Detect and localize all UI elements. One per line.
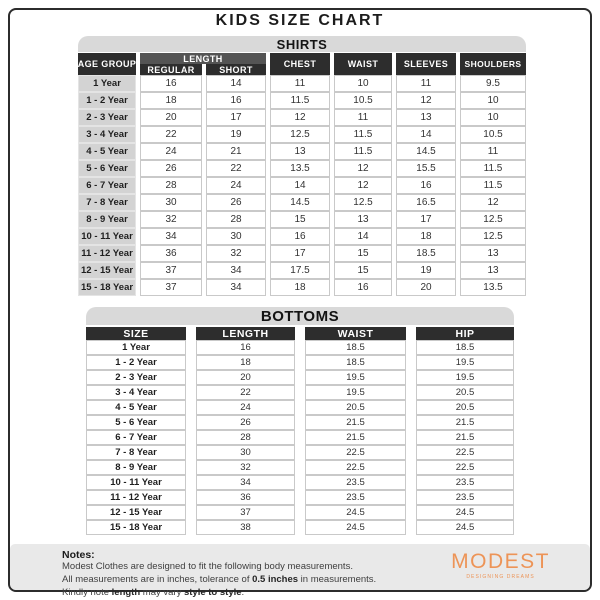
bottoms-hip-cell: 20.5 (416, 400, 514, 415)
bottoms-table (86, 327, 514, 535)
bottoms-waist-cell: 21.5 (305, 430, 406, 445)
shirts-age-group-cell: 6 - 7 Year (78, 177, 136, 194)
shirts-shoulders-cell: 12.5 (460, 228, 526, 245)
bottoms-size-cell: 7 - 8 Year (86, 445, 186, 460)
shirts-length-regular-cell: 28 (140, 177, 202, 194)
bottoms-waist-cell: 23.5 (305, 475, 406, 490)
bottoms-size-cell: 3 - 4 Year (86, 385, 186, 400)
bottoms-hip-cell: 22.5 (416, 460, 514, 475)
bottoms-length-cell: 16 (196, 340, 295, 355)
bottoms-length-cell: 37 (196, 505, 295, 520)
bottoms-size-cell: 12 - 15 Year (86, 505, 186, 520)
bottoms-waist-cell: 22.5 (305, 460, 406, 475)
shirts-shoulders-cell: 10.5 (460, 126, 526, 143)
shirts-header-age-group: AGE GROUP (78, 53, 136, 75)
notes-line-2-bold: 0.5 inches (252, 573, 299, 585)
shirts-sleeves-cell: 14 (396, 126, 456, 143)
shirts-waist-cell: 10.5 (334, 92, 392, 109)
shirts-length-short-cell: 28 (206, 211, 266, 228)
bottoms-waist-cell: 24.5 (305, 520, 406, 535)
shirts-length-short-cell: 17 (206, 109, 266, 126)
shirts-shoulders-cell: 9.5 (460, 75, 526, 92)
shirts-header-regular: REGULAR (140, 64, 202, 75)
bottoms-waist-cell: 24.5 (305, 505, 406, 520)
shirts-sleeves-cell: 18.5 (396, 245, 456, 262)
shirts-shoulders-cell: 12.5 (460, 211, 526, 228)
shirts-sleeves-cell: 13 (396, 109, 456, 126)
notes-line-3-period: . (241, 586, 245, 598)
shirts-header-chest: CHEST (270, 53, 330, 75)
shirts-waist-cell: 11.5 (334, 143, 392, 160)
bottoms-hip-cell: 21.5 (416, 415, 514, 430)
bottoms-length-cell: 30 (196, 445, 295, 460)
shirts-length-short-cell: 26 (206, 194, 266, 211)
shirts-age-group-cell: 7 - 8 Year (78, 194, 136, 211)
bottoms-hip-cell: 19.5 (416, 355, 514, 370)
notes-line-3-bold-style: style to style (183, 586, 242, 598)
bottoms-section-header: BOTTOMS (86, 307, 514, 325)
shirts-sleeves-cell: 15.5 (396, 160, 456, 177)
shirts-sleeves-cell: 17 (396, 211, 456, 228)
shirts-chest-cell: 17.5 (270, 262, 330, 279)
shirts-header-length: LENGTH (140, 53, 266, 64)
bottoms-waist-cell: 18.5 (305, 340, 406, 355)
bottoms-length-cell: 18 (196, 355, 295, 370)
shirts-chest-cell: 14 (270, 177, 330, 194)
bottoms-size-cell: 1 Year (86, 340, 186, 355)
shirts-age-group-cell: 4 - 5 Year (78, 143, 136, 160)
bottoms-length-cell: 24 (196, 400, 295, 415)
shirts-age-group-cell: 8 - 9 Year (78, 211, 136, 228)
notes-line-3-text: Kindly note (62, 586, 112, 598)
shirts-waist-cell: 11.5 (334, 126, 392, 143)
bottoms-length-cell: 34 (196, 475, 295, 490)
shirts-length-short-cell: 22 (206, 160, 266, 177)
shirts-length-regular-cell: 34 (140, 228, 202, 245)
bottoms-size-cell: 8 - 9 Year (86, 460, 186, 475)
notes-line-3-mid: may vary (140, 586, 184, 598)
bottoms-hip-cell: 23.5 (416, 475, 514, 490)
bottoms-header-hip: HIP (416, 327, 514, 340)
shirts-chest-cell: 12 (270, 109, 330, 126)
shirts-shoulders-cell: 11.5 (460, 177, 526, 194)
shirts-age-group-cell: 3 - 4 Year (78, 126, 136, 143)
shirts-length-regular-cell: 37 (140, 279, 202, 296)
shirts-waist-cell: 14 (334, 228, 392, 245)
shirts-length-regular-cell: 16 (140, 75, 202, 92)
shirts-waist-cell: 10 (334, 75, 392, 92)
bottoms-size-cell: 1 - 2 Year (86, 355, 186, 370)
shirts-section (78, 36, 526, 296)
shirts-sleeves-cell: 16 (396, 177, 456, 194)
bottoms-waist-cell: 19.5 (305, 385, 406, 400)
shirts-length-regular-cell: 26 (140, 160, 202, 177)
bottoms-waist-cell: 20.5 (305, 400, 406, 415)
shirts-age-group-cell: 12 - 15 Year (78, 262, 136, 279)
shirts-sleeves-cell: 11 (396, 75, 456, 92)
shirts-chest-cell: 17 (270, 245, 330, 262)
shirts-chest-cell: 18 (270, 279, 330, 296)
bottoms-header-waist: WAIST (305, 327, 406, 340)
shirts-sleeves-cell: 19 (396, 262, 456, 279)
bottoms-header-length: LENGTH (196, 327, 295, 340)
shirts-shoulders-cell: 11.5 (460, 160, 526, 177)
bottoms-waist-cell: 22.5 (305, 445, 406, 460)
shirts-sleeves-cell: 14.5 (396, 143, 456, 160)
modest-brand-logo (451, 551, 550, 580)
shirts-length-regular-cell: 18 (140, 92, 202, 109)
shirts-age-group-cell: 2 - 3 Year (78, 109, 136, 126)
shirts-length-regular-cell: 24 (140, 143, 202, 160)
shirts-length-short-cell: 19 (206, 126, 266, 143)
notes-panel (10, 544, 590, 598)
shirts-length-short-cell: 30 (206, 228, 266, 245)
bottoms-size-cell: 4 - 5 Year (86, 400, 186, 415)
bottoms-hip-cell: 21.5 (416, 430, 514, 445)
bottoms-header-size: SIZE (86, 327, 186, 340)
shirts-shoulders-cell: 12 (460, 194, 526, 211)
bottoms-length-cell: 28 (196, 430, 295, 445)
bottoms-size-cell: 2 - 3 Year (86, 370, 186, 385)
shirts-chest-cell: 15 (270, 211, 330, 228)
logo-wordmark: MODEST (451, 550, 550, 573)
shirts-shoulders-cell: 13.5 (460, 279, 526, 296)
shirts-shoulders-cell: 10 (460, 109, 526, 126)
shirts-length-short-cell: 21 (206, 143, 266, 160)
bottoms-size-cell: 6 - 7 Year (86, 430, 186, 445)
bottoms-hip-cell: 18.5 (416, 340, 514, 355)
bottoms-hip-cell: 20.5 (416, 385, 514, 400)
shirts-sleeves-cell: 18 (396, 228, 456, 245)
bottoms-size-cell: 15 - 18 Year (86, 520, 186, 535)
shirts-length-regular-cell: 32 (140, 211, 202, 228)
bottoms-length-cell: 22 (196, 385, 295, 400)
shirts-sleeves-cell: 20 (396, 279, 456, 296)
notes-heading: Notes: (62, 549, 95, 561)
shirts-chest-cell: 14.5 (270, 194, 330, 211)
shirts-waist-cell: 12 (334, 177, 392, 194)
shirts-chest-cell: 16 (270, 228, 330, 245)
shirts-waist-cell: 16 (334, 279, 392, 296)
shirts-header-waist: WAIST (334, 53, 392, 75)
bottoms-hip-cell: 19.5 (416, 370, 514, 385)
notes-line-1-text: Modest Clothes are designed to fit the following body measurements. (62, 561, 353, 572)
shirts-age-group-cell: 5 - 6 Year (78, 160, 136, 177)
shirts-length-short-cell: 14 (206, 75, 266, 92)
notes-line-3 (62, 587, 590, 600)
shirts-length-short-cell: 34 (206, 279, 266, 296)
bottoms-length-cell: 32 (196, 460, 295, 475)
shirts-length-short-cell: 34 (206, 262, 266, 279)
bottoms-size-cell: 5 - 6 Year (86, 415, 186, 430)
shirts-age-group-cell: 1 - 2 Year (78, 92, 136, 109)
shirts-age-group-cell: 11 - 12 Year (78, 245, 136, 262)
shirts-age-group-cell: 15 - 18 Year (78, 279, 136, 296)
bottoms-length-cell: 38 (196, 520, 295, 535)
shirts-length-regular-cell: 22 (140, 126, 202, 143)
shirts-chest-cell: 13 (270, 143, 330, 160)
shirts-waist-cell: 12.5 (334, 194, 392, 211)
shirts-header-sleeves: SLEEVES (396, 53, 456, 75)
shirts-length-regular-cell: 36 (140, 245, 202, 262)
shirts-header-shoulders: SHOULDERS (460, 53, 526, 75)
bottoms-section (86, 307, 514, 535)
notes-line-2-tail: in measurements. (298, 573, 377, 585)
shirts-length-regular-cell: 30 (140, 194, 202, 211)
bottoms-hip-cell: 22.5 (416, 445, 514, 460)
shirts-length-short-cell: 16 (206, 92, 266, 109)
shirts-chest-cell: 12.5 (270, 126, 330, 143)
shirts-chest-cell: 13.5 (270, 160, 330, 177)
shirts-length-regular-cell: 37 (140, 262, 202, 279)
notes-line-3-bold-length: length (111, 586, 141, 598)
shirts-length-regular-cell: 20 (140, 109, 202, 126)
shirts-waist-cell: 13 (334, 211, 392, 228)
shirts-waist-cell: 15 (334, 245, 392, 262)
bottoms-hip-cell: 23.5 (416, 490, 514, 505)
bottoms-length-cell: 20 (196, 370, 295, 385)
shirts-table (78, 53, 526, 296)
notes-line-2-text: All measurements are in inches, tolerance of (62, 573, 253, 585)
shirts-age-group-cell: 10 - 11 Year (78, 228, 136, 245)
bottoms-length-cell: 26 (196, 415, 295, 430)
shirts-waist-cell: 11 (334, 109, 392, 126)
shirts-shoulders-cell: 11 (460, 143, 526, 160)
shirts-chest-cell: 11.5 (270, 92, 330, 109)
shirts-shoulders-cell: 13 (460, 245, 526, 262)
bottoms-waist-cell: 18.5 (305, 355, 406, 370)
shirts-length-short-cell: 24 (206, 177, 266, 194)
bottoms-hip-cell: 24.5 (416, 505, 514, 520)
shirts-age-group-cell: 1 Year (78, 75, 136, 92)
shirts-shoulders-cell: 13 (460, 262, 526, 279)
shirts-waist-cell: 15 (334, 262, 392, 279)
bottoms-waist-cell: 23.5 (305, 490, 406, 505)
bottoms-size-cell: 11 - 12 Year (86, 490, 186, 505)
bottoms-size-cell: 10 - 11 Year (86, 475, 186, 490)
shirts-length-short-cell: 32 (206, 245, 266, 262)
shirts-sleeves-cell: 12 (396, 92, 456, 109)
bottoms-length-cell: 36 (196, 490, 295, 505)
shirts-header-short: SHORT (206, 64, 266, 75)
bottoms-hip-cell: 24.5 (416, 520, 514, 535)
logo-tagline: DESIGNING DREAMS (466, 574, 535, 580)
shirts-chest-cell: 11 (270, 75, 330, 92)
bottoms-waist-cell: 21.5 (305, 415, 406, 430)
shirts-shoulders-cell: 10 (460, 92, 526, 109)
shirts-sleeves-cell: 16.5 (396, 194, 456, 211)
bottoms-waist-cell: 19.5 (305, 370, 406, 385)
shirts-waist-cell: 12 (334, 160, 392, 177)
shirts-section-header: SHIRTS (78, 36, 526, 52)
page-title: KIDS SIZE CHART (215, 12, 385, 29)
